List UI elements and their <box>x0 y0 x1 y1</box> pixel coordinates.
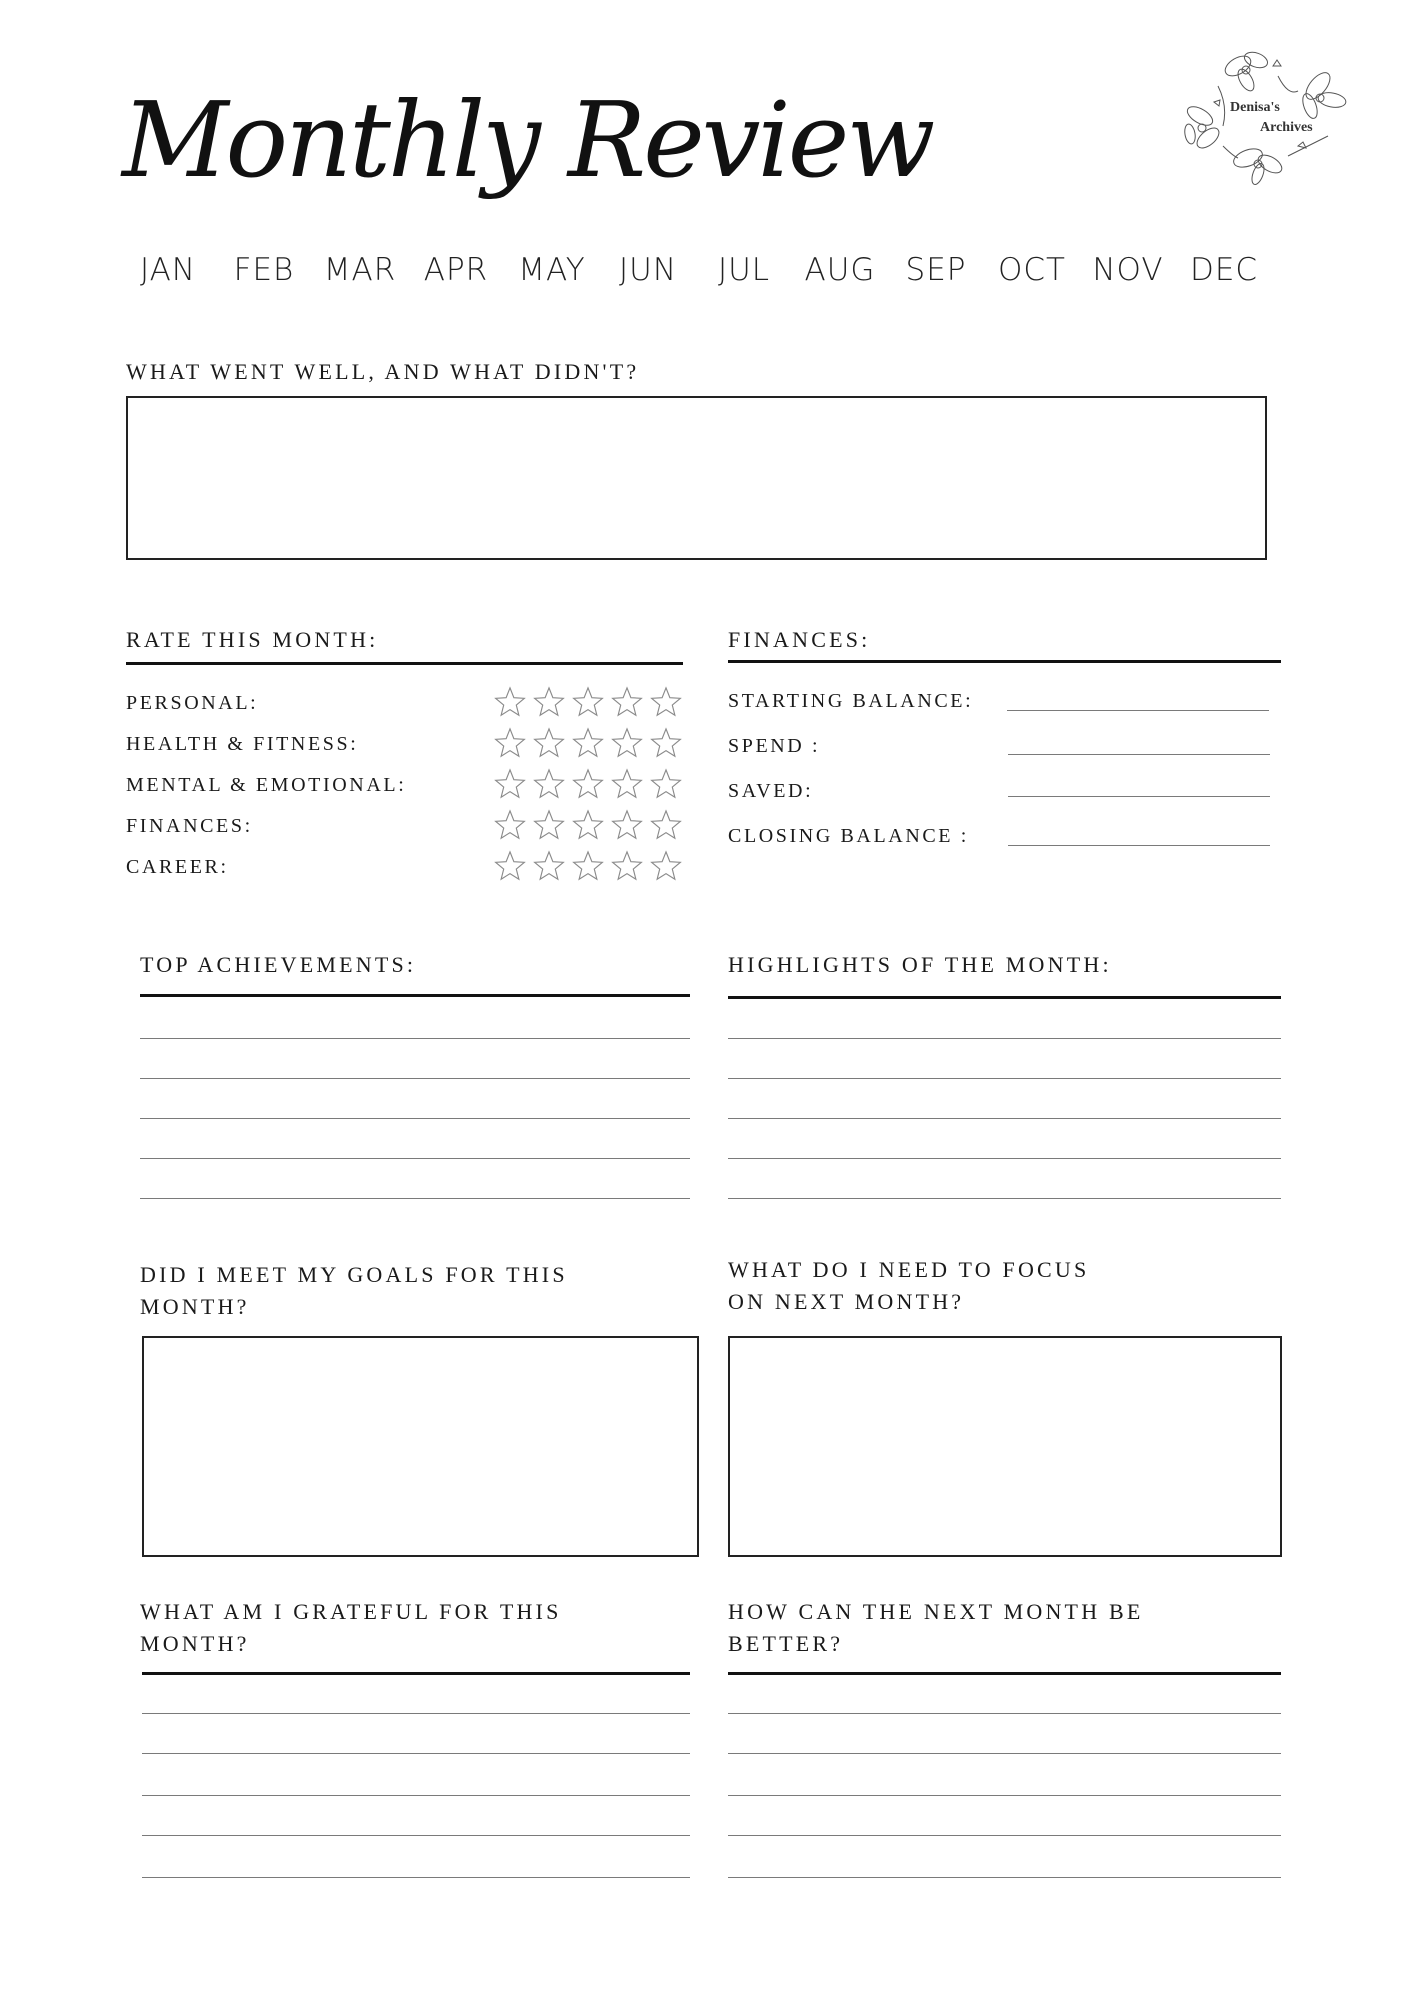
achievements-line[interactable] <box>140 1078 690 1079</box>
finances-heading: FINANCES: <box>728 627 871 652</box>
goals-box[interactable] <box>142 1336 699 1557</box>
achievements-line[interactable] <box>140 1118 690 1119</box>
star-icon[interactable] <box>492 727 528 761</box>
star-icon[interactable] <box>531 686 567 720</box>
highlights-line[interactable] <box>728 1158 1281 1159</box>
page-title: Monthly Review <box>122 79 933 201</box>
star-icon[interactable] <box>648 768 684 802</box>
brand-logo <box>1178 46 1358 186</box>
goals-heading-line2: MONTH? <box>140 1294 250 1319</box>
better-line[interactable] <box>728 1713 1281 1714</box>
star-icon[interactable] <box>570 768 606 802</box>
achievements-heading-rule <box>140 994 690 997</box>
better-line[interactable] <box>728 1753 1281 1754</box>
highlights-heading-rule <box>728 996 1281 999</box>
star-icon[interactable] <box>531 768 567 802</box>
grateful-line[interactable] <box>142 1877 690 1878</box>
star-icon[interactable] <box>609 768 645 802</box>
grateful-heading-line2: MONTH? <box>140 1631 250 1656</box>
grateful-line[interactable] <box>142 1753 690 1754</box>
star-icon[interactable] <box>531 727 567 761</box>
star-icon[interactable] <box>492 686 528 720</box>
better-heading-line2: BETTER? <box>728 1631 844 1656</box>
month-aug[interactable]: AUG <box>804 252 876 288</box>
achievements-line[interactable] <box>140 1198 690 1199</box>
grateful-heading-rule <box>142 1672 690 1675</box>
month-apr[interactable]: APR <box>423 252 489 288</box>
month-jun[interactable]: JUN <box>618 252 678 288</box>
month-oct[interactable]: OCT <box>998 252 1066 288</box>
star-icon[interactable] <box>531 850 567 884</box>
better-line[interactable] <box>728 1795 1281 1796</box>
logo-text-line2: Archives <box>1260 120 1313 135</box>
rate-heading: RATE THIS MONTH: <box>126 627 379 652</box>
month-may[interactable]: MAY <box>518 252 586 288</box>
closing-balance-field[interactable] <box>1008 845 1270 846</box>
month-mar[interactable]: MAR <box>323 252 397 288</box>
star-icon[interactable] <box>648 727 684 761</box>
star-icon[interactable] <box>648 850 684 884</box>
star-icon[interactable] <box>570 809 606 843</box>
logo-text-line1: Denisa's <box>1230 100 1280 115</box>
month-selector <box>128 252 1268 296</box>
focus-heading-line1: WHAT DO I NEED TO FOCUS <box>728 1257 1090 1282</box>
goals-heading-line1: DID I MEET MY GOALS FOR THIS <box>140 1262 568 1287</box>
star-icon[interactable] <box>648 686 684 720</box>
starting-balance-label: STARTING BALANCE: <box>728 690 974 712</box>
star-rating[interactable] <box>492 850 684 884</box>
star-icon[interactable] <box>609 727 645 761</box>
spend-field[interactable] <box>1008 754 1270 755</box>
star-icon[interactable] <box>492 850 528 884</box>
highlights-line[interactable] <box>728 1078 1281 1079</box>
grateful-heading-line1: WHAT AM I GRATEFUL FOR THIS <box>140 1599 562 1624</box>
grateful-line[interactable] <box>142 1795 690 1796</box>
better-line[interactable] <box>728 1877 1281 1878</box>
better-heading-rule <box>728 1672 1281 1675</box>
rate-heading-rule <box>126 662 683 665</box>
star-rating[interactable] <box>492 768 684 802</box>
better-line[interactable] <box>728 1835 1281 1836</box>
star-icon[interactable] <box>570 850 606 884</box>
month-dec[interactable]: DEC <box>1189 252 1259 288</box>
achievements-line[interactable] <box>140 1158 690 1159</box>
star-icon[interactable] <box>609 809 645 843</box>
rating-row-finances <box>126 809 696 849</box>
month-nov[interactable]: NOV <box>1092 252 1164 288</box>
highlights-heading: HIGHLIGHTS OF THE MONTH: <box>728 952 1112 977</box>
rating-label: HEALTH & FITNESS: <box>126 733 359 755</box>
star-rating[interactable] <box>492 686 684 720</box>
floral-logo-icon <box>1178 46 1358 186</box>
star-icon[interactable] <box>492 768 528 802</box>
month-feb[interactable]: FEB <box>233 252 295 288</box>
saved-field[interactable] <box>1008 796 1270 797</box>
grateful-line[interactable] <box>142 1835 690 1836</box>
went-well-heading: WHAT WENT WELL, AND WHAT DIDN'T? <box>126 359 640 384</box>
rating-row-career <box>126 850 696 890</box>
month-jan[interactable]: JAN <box>140 252 196 288</box>
star-icon[interactable] <box>570 727 606 761</box>
star-icon[interactable] <box>609 686 645 720</box>
rating-label: FINANCES: <box>126 815 253 837</box>
star-icon[interactable] <box>648 809 684 843</box>
month-jul[interactable]: JUL <box>717 252 771 288</box>
rating-list <box>126 686 696 896</box>
focus-box[interactable] <box>728 1336 1282 1557</box>
highlights-line[interactable] <box>728 1198 1281 1199</box>
closing-balance-label: CLOSING BALANCE : <box>728 825 969 847</box>
rating-label: PERSONAL: <box>126 692 259 714</box>
rating-row-personal <box>126 686 696 726</box>
month-sep[interactable]: SEP <box>905 252 967 288</box>
highlights-line[interactable] <box>728 1038 1281 1039</box>
highlights-line[interactable] <box>728 1118 1281 1119</box>
rating-row-mental <box>126 768 696 808</box>
star-icon[interactable] <box>570 686 606 720</box>
rating-label: CAREER: <box>126 856 229 878</box>
achievements-line[interactable] <box>140 1038 690 1039</box>
grateful-line[interactable] <box>142 1713 690 1714</box>
achievements-heading: TOP ACHIEVEMENTS: <box>140 952 417 977</box>
went-well-box[interactable] <box>126 396 1267 560</box>
spend-label: SPEND : <box>728 735 821 757</box>
better-heading-line1: HOW CAN THE NEXT MONTH BE <box>728 1599 1144 1624</box>
star-icon[interactable] <box>531 809 567 843</box>
starting-balance-field[interactable] <box>1007 710 1269 711</box>
finances-heading-rule <box>728 660 1281 663</box>
star-rating[interactable] <box>492 727 684 761</box>
star-icon[interactable] <box>492 809 528 843</box>
rating-label: MENTAL & EMOTIONAL: <box>126 774 407 796</box>
rating-row-health <box>126 727 696 767</box>
star-rating[interactable] <box>492 809 684 843</box>
saved-label: SAVED: <box>728 780 814 802</box>
star-icon[interactable] <box>609 850 645 884</box>
focus-heading-line2: ON NEXT MONTH? <box>728 1289 965 1314</box>
